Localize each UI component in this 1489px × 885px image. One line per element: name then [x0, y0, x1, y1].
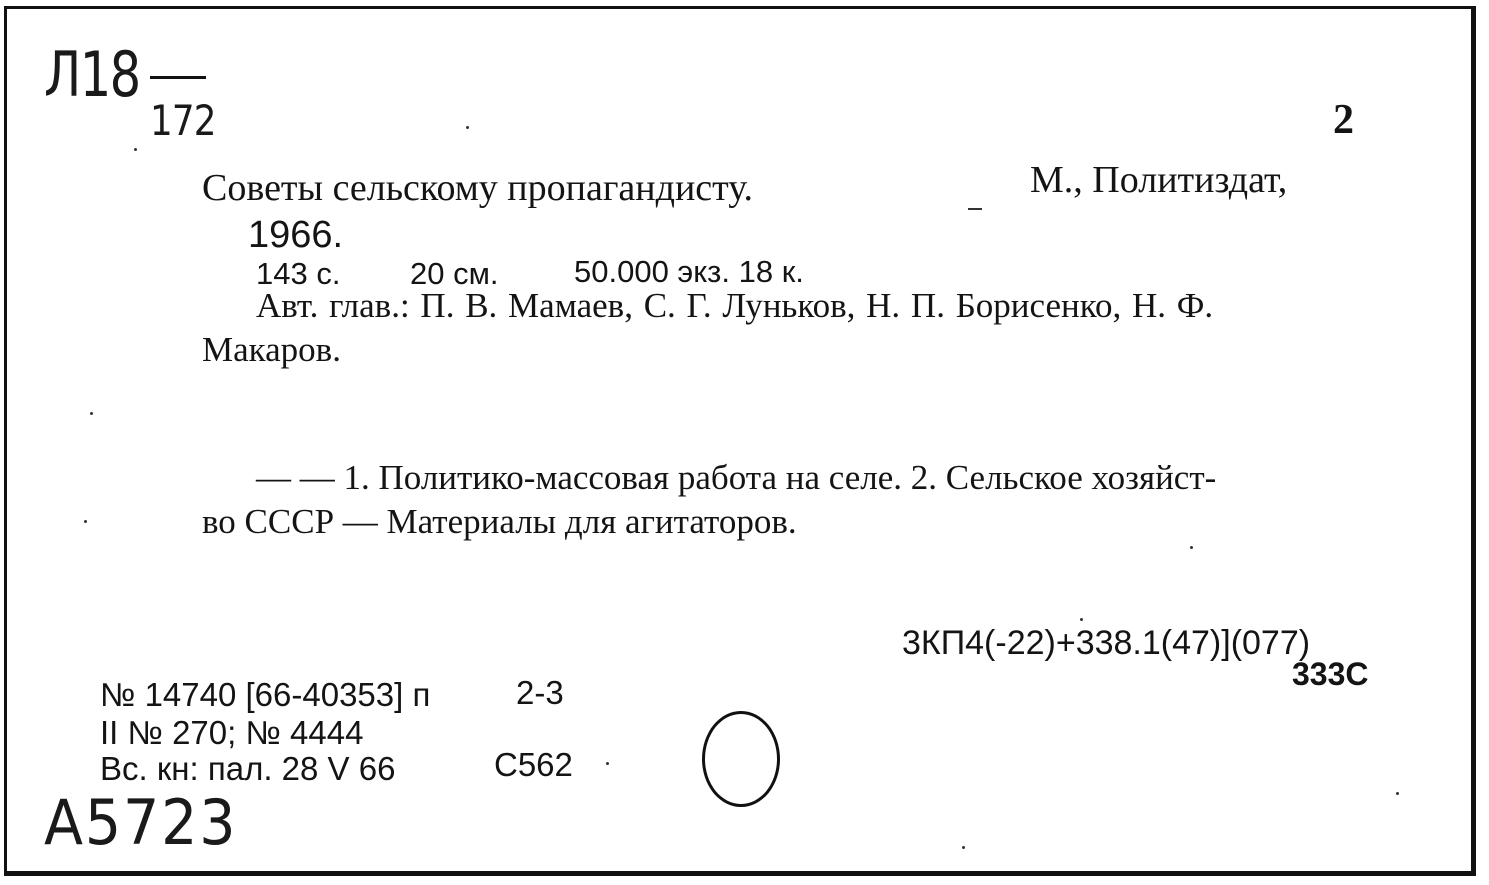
punch-hole: [702, 711, 780, 807]
dust-speck: [1396, 792, 1399, 795]
record-number: № 14740 [66-40353] п: [100, 676, 431, 713]
record-code: С562: [494, 746, 573, 783]
handwritten-shelfmark-fraction: 172: [150, 96, 216, 145]
subjects-line-1: — — 1. Политико-массовая работа на селе. 2. Сельское хозяйст-: [256, 458, 1217, 497]
dust-speck: [84, 520, 87, 523]
size: 20 см.: [410, 256, 499, 291]
classification-index: 3КП4(-22)+338.1(47)](077): [902, 624, 1311, 662]
dust-speck: [606, 762, 609, 765]
authors-line-2: Макаров.: [202, 330, 341, 369]
card-number: 2: [1333, 97, 1354, 143]
subjects-line-2: во СССР — Материалы для агитаторов.: [202, 502, 797, 541]
authors-line-1: Авт. глав.: П. В. Мамаев, С. Г. Луньков, Н. П. Борисенко, Н. Ф.: [256, 286, 1214, 325]
dust-speck: [1080, 618, 1083, 621]
record-line-3: Вс. кн: пал. 28 V 66: [100, 750, 396, 787]
dust-speck: [466, 126, 469, 129]
handwritten-shelfmark: Л18: [44, 38, 140, 111]
year: 1966.: [248, 214, 344, 256]
record-line-2: II № 270; № 4444: [100, 714, 364, 751]
record-range: 2-3: [516, 674, 564, 711]
dust-speck: [962, 846, 965, 849]
handwritten-inventory-number: А5723: [44, 786, 238, 859]
shelfmark-fraction-bar: [150, 76, 206, 79]
print-run: 50.000 экз. 18 к.: [574, 254, 804, 289]
pages: 143 с.: [256, 256, 341, 291]
publisher: М., Политиздат,: [1030, 159, 1288, 201]
dust-speck: [134, 148, 137, 151]
dust-speck: [90, 412, 93, 415]
dust-speck: [968, 208, 982, 210]
classification-code: 333С: [1292, 656, 1369, 692]
title: Советы сельскому пропагандисту.: [202, 167, 753, 209]
dust-speck: [1190, 546, 1193, 549]
